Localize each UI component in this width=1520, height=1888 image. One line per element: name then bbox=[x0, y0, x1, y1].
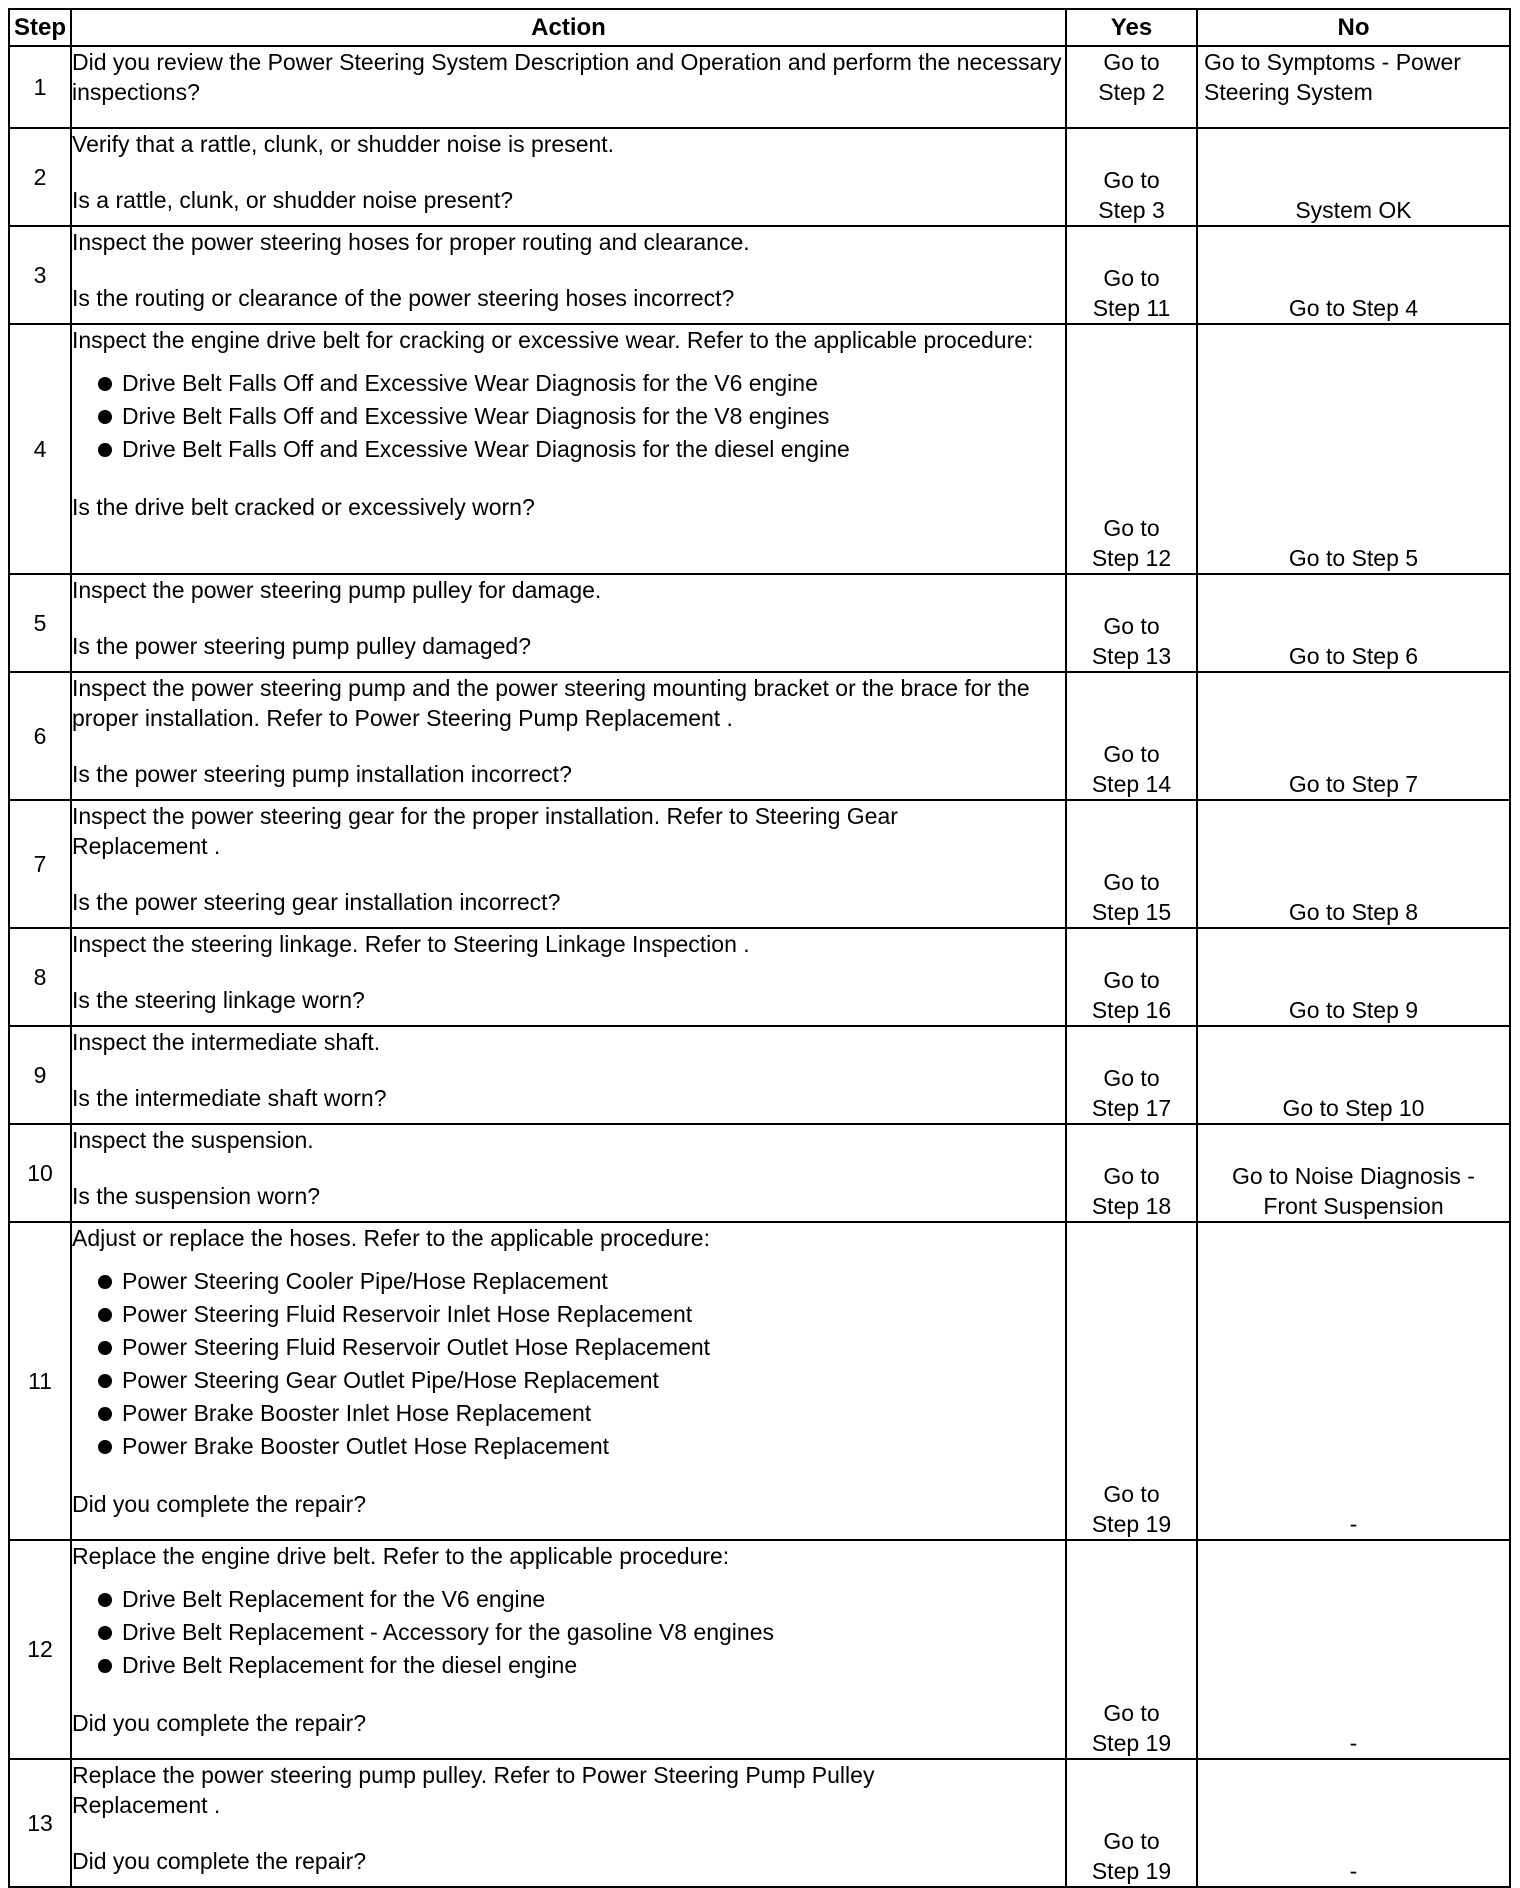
no-cell bbox=[1197, 1124, 1510, 1222]
procedure-item: Power Steering Fluid Reservoir Outlet Hose Replacement bbox=[98, 1331, 1065, 1364]
action-text: Inspect the power steering pump and the power steering mounting bracket or the brace for the proper installation. Refer to Power Steering Pump Replacement . bbox=[72, 675, 1030, 731]
action-text: Inspect the intermediate shaft. bbox=[72, 1029, 381, 1055]
no-link: - bbox=[1349, 1511, 1358, 1537]
procedure-item: Drive Belt Replacement for the diesel engine bbox=[98, 1649, 1065, 1682]
no-cell bbox=[1197, 672, 1510, 800]
action-text: Replace the engine drive belt. Refer to the applicable procedure: bbox=[72, 1543, 730, 1569]
step-number: 2 bbox=[9, 128, 71, 226]
no-cell bbox=[1197, 324, 1510, 574]
no-link: - bbox=[1349, 1858, 1358, 1884]
bullet-icon bbox=[98, 377, 112, 391]
no-cell bbox=[1197, 46, 1510, 128]
step-number: 4 bbox=[9, 324, 71, 574]
action-cell bbox=[71, 46, 1066, 128]
yes-link[interactable]: Go to Step 14 bbox=[1091, 741, 1172, 797]
action-text: Verify that a rattle, clunk, or shudder noise is present. bbox=[72, 131, 615, 157]
yes-cell bbox=[1066, 226, 1197, 324]
action-text: Inspect the power steering hoses for proper routing and clearance. bbox=[72, 229, 750, 255]
procedure-item: Drive Belt Replacement for the V6 engine bbox=[98, 1583, 1065, 1616]
procedure-item: Drive Belt Replacement - Accessory for the gasoline V8 engines bbox=[98, 1616, 1065, 1649]
question-text: Is the steering linkage worn? bbox=[72, 987, 365, 1013]
step-number: 8 bbox=[9, 928, 71, 1026]
action-text: Inspect the suspension. bbox=[72, 1127, 314, 1153]
no-cell bbox=[1197, 1222, 1510, 1540]
action-cell bbox=[71, 574, 1066, 672]
question-text: Did you complete the repair? bbox=[72, 1710, 367, 1736]
yes-cell bbox=[1066, 128, 1197, 226]
no-link[interactable]: Go to Step 10 bbox=[1282, 1095, 1425, 1121]
action-cell bbox=[71, 1026, 1066, 1124]
procedure-item: Drive Belt Falls Off and Excessive Wear Diagnosis for the diesel engine bbox=[98, 433, 1065, 466]
step-row bbox=[9, 226, 1510, 324]
question-text: Is the routing or clearance of the power steering hoses incorrect? bbox=[72, 285, 735, 311]
procedure-list bbox=[72, 367, 1065, 466]
yes-cell bbox=[1066, 1759, 1197, 1887]
action-cell bbox=[71, 928, 1066, 1026]
no-link[interactable]: Go to Step 9 bbox=[1288, 997, 1419, 1023]
action-cell bbox=[71, 1124, 1066, 1222]
procedure-item: Power Brake Booster Inlet Hose Replacement bbox=[98, 1397, 1065, 1430]
action-text: Adjust or replace the hoses. Refer to the applicable procedure: bbox=[72, 1225, 710, 1251]
yes-link[interactable]: Go to Step 19 bbox=[1091, 1828, 1172, 1884]
action-text: Inspect the power steering pump pulley for damage. bbox=[72, 577, 602, 603]
no-cell bbox=[1197, 574, 1510, 672]
procedure-item: Power Steering Fluid Reservoir Inlet Hose Replacement bbox=[98, 1298, 1065, 1331]
no-link[interactable]: Go to Step 8 bbox=[1288, 899, 1419, 925]
no-link[interactable]: System OK bbox=[1295, 197, 1412, 223]
bullet-icon bbox=[98, 1308, 112, 1322]
action-text: Did you review the Power Steering System Description and Operation and perform the necessary inspections? bbox=[72, 49, 1062, 105]
bullet-icon bbox=[98, 1341, 112, 1355]
question-text: Is the power steering pump installation incorrect? bbox=[72, 761, 572, 787]
yes-link[interactable]: Go to Step 16 bbox=[1091, 967, 1172, 1023]
procedure-list bbox=[72, 1265, 1065, 1463]
bullet-icon bbox=[98, 443, 112, 457]
procedure-item: Power Steering Cooler Pipe/Hose Replacement bbox=[98, 1265, 1065, 1298]
yes-link[interactable]: Go to Step 13 bbox=[1091, 613, 1172, 669]
step-row bbox=[9, 1222, 1510, 1540]
procedure-item: Drive Belt Falls Off and Excessive Wear Diagnosis for the V6 engine bbox=[98, 367, 1065, 400]
yes-link[interactable]: Go to Step 18 bbox=[1091, 1163, 1172, 1219]
no-link: - bbox=[1349, 1730, 1358, 1756]
yes-link[interactable]: Go to Step 19 bbox=[1091, 1700, 1172, 1756]
yes-cell bbox=[1066, 324, 1197, 574]
step-number: 9 bbox=[9, 1026, 71, 1124]
yes-link[interactable]: Go to Step 17 bbox=[1091, 1065, 1172, 1121]
question-text: Did you complete the repair? bbox=[72, 1491, 367, 1517]
question-text: Is the drive belt cracked or excessively worn? bbox=[72, 494, 535, 520]
no-link[interactable]: Go to Step 4 bbox=[1288, 295, 1419, 321]
step-number: 3 bbox=[9, 226, 71, 324]
action-cell bbox=[71, 226, 1066, 324]
bullet-icon bbox=[98, 1440, 112, 1454]
yes-cell bbox=[1066, 928, 1197, 1026]
yes-cell bbox=[1066, 672, 1197, 800]
no-link[interactable]: Go to Noise Diagnosis - Front Suspension bbox=[1232, 1163, 1475, 1219]
yes-cell bbox=[1066, 1026, 1197, 1124]
step-row bbox=[9, 1124, 1510, 1222]
step-row bbox=[9, 324, 1510, 574]
action-cell bbox=[71, 1540, 1066, 1759]
yes-cell bbox=[1066, 800, 1197, 928]
action-text: Inspect the power steering gear for the proper installation. Refer to Steering Gear Replacement . bbox=[72, 803, 898, 859]
action-text: Replace the power steering pump pulley. Refer to Power Steering Pump Pulley Replacement . bbox=[72, 1762, 875, 1818]
no-cell bbox=[1197, 128, 1510, 226]
step-number: 6 bbox=[9, 672, 71, 800]
step-row bbox=[9, 928, 1510, 1026]
yes-link[interactable]: Go to Step 19 bbox=[1091, 1481, 1172, 1537]
bullet-icon bbox=[98, 1407, 112, 1421]
action-cell bbox=[71, 128, 1066, 226]
procedure-item: Power Brake Booster Outlet Hose Replacement bbox=[98, 1430, 1065, 1463]
question-text: Is the suspension worn? bbox=[72, 1183, 321, 1209]
bullet-icon bbox=[98, 410, 112, 424]
step-number: 13 bbox=[9, 1759, 71, 1887]
no-cell bbox=[1197, 226, 1510, 324]
action-text: Inspect the engine drive belt for cracking or excessive wear. Refer to the applicable procedure: bbox=[72, 327, 1034, 353]
bullet-icon bbox=[98, 1275, 112, 1289]
action-cell bbox=[71, 800, 1066, 928]
no-cell bbox=[1197, 928, 1510, 1026]
step-number: 12 bbox=[9, 1540, 71, 1759]
question-text: Is the power steering gear installation incorrect? bbox=[72, 889, 561, 915]
step-number: 5 bbox=[9, 574, 71, 672]
no-link[interactable]: Go to Step 6 bbox=[1288, 643, 1419, 669]
action-cell bbox=[71, 1222, 1066, 1540]
action-cell bbox=[71, 324, 1066, 574]
diagnostic-table bbox=[8, 8, 1511, 1888]
step-number: 11 bbox=[9, 1222, 71, 1540]
step-number: 7 bbox=[9, 800, 71, 928]
procedure-item: Drive Belt Falls Off and Excessive Wear Diagnosis for the V8 engines bbox=[98, 400, 1065, 433]
header-action: Action bbox=[71, 9, 1066, 46]
procedure-list bbox=[72, 1583, 1065, 1682]
yes-link[interactable]: Go to Step 2 bbox=[1098, 49, 1165, 105]
bullet-icon bbox=[98, 1374, 112, 1388]
yes-link[interactable]: Go to Step 12 bbox=[1091, 515, 1172, 571]
step-number: 10 bbox=[9, 1124, 71, 1222]
action-cell bbox=[71, 672, 1066, 800]
question-text: Did you complete the repair? bbox=[72, 1848, 367, 1874]
bullet-icon bbox=[98, 1593, 112, 1607]
bullet-icon bbox=[98, 1626, 112, 1640]
no-cell bbox=[1197, 1759, 1510, 1887]
step-row bbox=[9, 672, 1510, 800]
yes-cell bbox=[1066, 1124, 1197, 1222]
action-cell bbox=[71, 1759, 1066, 1887]
question-text: Is the intermediate shaft worn? bbox=[72, 1085, 387, 1111]
yes-link[interactable]: Go to Step 11 bbox=[1092, 265, 1171, 321]
yes-link[interactable]: Go to Step 15 bbox=[1091, 869, 1172, 925]
no-cell bbox=[1197, 1026, 1510, 1124]
no-cell bbox=[1197, 800, 1510, 928]
question-text: Is a rattle, clunk, or shudder noise present? bbox=[72, 187, 514, 213]
step-row bbox=[9, 46, 1510, 128]
question-text: Is the power steering pump pulley damaged? bbox=[72, 633, 532, 659]
yes-cell bbox=[1066, 574, 1197, 672]
no-link[interactable]: Go to Symptoms - Power Steering System bbox=[1204, 49, 1461, 105]
yes-cell bbox=[1066, 46, 1197, 128]
step-row bbox=[9, 1026, 1510, 1124]
yes-link[interactable]: Go to Step 3 bbox=[1098, 167, 1165, 223]
procedure-item: Power Steering Gear Outlet Pipe/Hose Replacement bbox=[98, 1364, 1065, 1397]
step-row bbox=[9, 574, 1510, 672]
header-yes: Yes bbox=[1066, 9, 1197, 46]
step-number: 1 bbox=[9, 46, 71, 128]
step-row bbox=[9, 128, 1510, 226]
no-link[interactable]: Go to Step 5 bbox=[1288, 545, 1419, 571]
step-row bbox=[9, 1759, 1510, 1887]
action-text: Inspect the steering linkage. Refer to Steering Linkage Inspection . bbox=[72, 931, 750, 957]
step-row bbox=[9, 800, 1510, 928]
no-link[interactable]: Go to Step 7 bbox=[1288, 771, 1419, 797]
no-cell bbox=[1197, 1540, 1510, 1759]
yes-cell bbox=[1066, 1540, 1197, 1759]
step-row bbox=[9, 1540, 1510, 1759]
header-row bbox=[9, 9, 1510, 46]
bullet-icon bbox=[98, 1659, 112, 1673]
yes-cell bbox=[1066, 1222, 1197, 1540]
header-step: Step bbox=[9, 9, 71, 46]
header-no: No bbox=[1197, 9, 1510, 46]
